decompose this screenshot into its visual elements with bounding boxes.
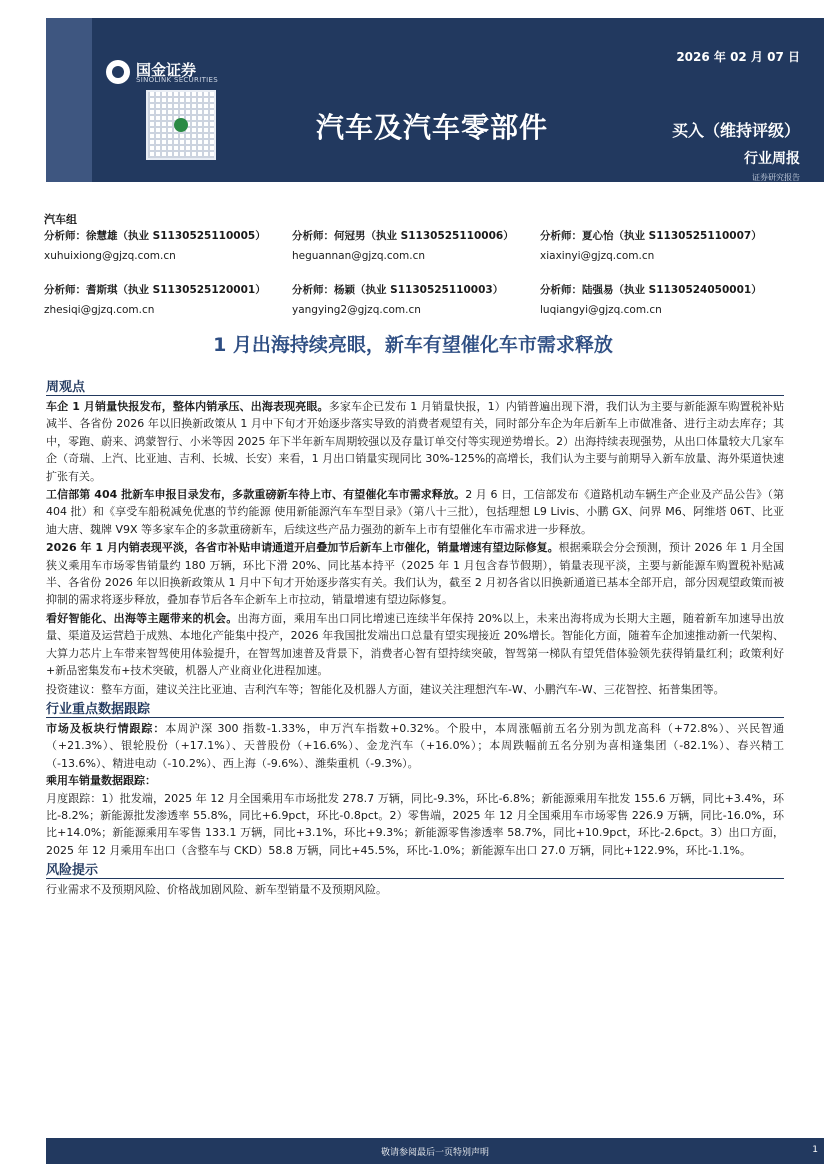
analyst-name: 分析师：杨颖（执业 S1130525110003）	[292, 284, 504, 296]
analyst-email: heguannan@gjzq.com.cn	[292, 250, 426, 262]
weekly-paragraph	[46, 398, 784, 485]
rating-badge: 买入（维持评级）	[671, 121, 800, 140]
report-date: 2026 年 02 月 07 日	[676, 50, 800, 64]
qr-code-icon	[146, 90, 216, 160]
paragraph-lead: 2026 年 1 月内销表现平淡，各省市补贴申请通道开启叠加节后新车上市催化，销量增速有望边际修复。	[46, 541, 559, 555]
paragraph-body: 本周沪深 300 指数-1.33%，申万汽车指数+0.32%。个股中，本周涨幅前五名分别为凯龙高科（+72.8%）、兴民智通（+21.3%）、银轮股份（+17.1%）、天普股份（+16.6%）、金龙汽车（+16.0%）；本周跌幅前五名分别为喜相逢集团（-82.1%）、春兴精工（-13.6%）、精进电动（-10.2%）、西上海（-9.6%）、潍柴重机（-9.3%）。	[46, 721, 784, 770]
page-number: 1	[812, 1145, 818, 1155]
analyst-name: 分析师：耆斯琪（执业 S1130525120001）	[44, 284, 266, 296]
tracking-subheading	[46, 772, 784, 789]
report-main-title: 1 月出海持续亮眼，新车有望催化车市需求释放	[213, 334, 613, 356]
risk-paragraph: 行业需求不及预期风险、价格战加剧风险、新车型销量不及预期风险。	[46, 883, 387, 897]
footer-disclaimer: 敬请参阅最后一页特别声明	[380, 1148, 489, 1158]
analyst-list	[44, 227, 804, 321]
report-subtype: 证券研究报告	[752, 173, 800, 182]
paragraph-lead: 看好智能化、出海等主题带来的机会。	[46, 611, 238, 625]
weekly-paragraph	[46, 610, 784, 680]
section-heading-tracking: 行业重点数据跟踪	[46, 698, 784, 718]
paragraph-body: 根据乘联会分会预测，预计 2026 年 1 月全国狭义乘用车市场零售销量约 180 万辆，环比下滑 20%、同比基本持平（2025 年 1 月包含春节假期），销量表现平淡，主要与新能源车购置税补贴减半、各省份 2026 年以旧换新政策从 1 月中下旬才开始逐步落实有关。我们认为，截至 2 月初各省以旧换新通道已基本全部开启，部分因观望政策而被抑制的需求将逐步释放，叠加春节后各车企新车上市拉动，销量增速有望边际修复。	[46, 541, 784, 607]
qr-center-icon	[174, 118, 188, 132]
analyst-email: luqiangyi@gjzq.com.cn	[540, 304, 662, 316]
analyst-email: xuhuixiong@gjzq.com.cn	[44, 250, 176, 262]
report-type: 行业周报	[744, 151, 800, 167]
team-label: 汽车组	[44, 213, 77, 226]
analyst-name: 分析师：何冠男（执业 S1130525110006）	[292, 230, 514, 242]
analyst-name: 分析师：夏心怡（执业 S1130525110007）	[540, 230, 762, 242]
footer-bar	[46, 1138, 824, 1164]
tracking-paragraph: 月度跟踪：1）批发端，2025 年 12 月全国乘用车市场批发 278.7 万辆，同比-9.3%，环比-6.8%；新能源乘用车批发 155.6 万辆，同比+3.4%，环比-8.2%；新能源批发渗透率 55.8%，同比+6.9pct，环比-0.8pct。2）零售端，2025 年 12 月全国乘用车市场零售 226.9 万辆，同比-16.0%，环比+14.0%；新能源乘用车零售 133.1 万辆，同比+3.1%，环比+9.3%；新能源零售渗透率 58.7%，同比+10.9pct，环比-2.6pct。3）出口方面，2025 年 12 月乘用车出口（含整车与 CKD）58.8 万辆，同比+45.5%，环比-1.0%；新能源车出口 27.0 万辆，同比+122.9%，环比-1.1%。	[46, 791, 784, 857]
weekly-paragraph	[46, 486, 784, 538]
paragraph-body: 出海方面，乘用车出口同比增速已连续半年保持 20%以上，未来出海将成为长期大主题，随着新车加速导出放量、渠道及运营趋于成熟、本地化产能集中投产，2026 年我国批发端出口总量有望实现接近 20%增长。智能化方面，随着车企加速推动新一代架构、大算力芯片上车带来智驾使用体验提升，在智驾加速普及背景下，消费者心智有望持续突破，智驾第一梯队有望凭借体验领先获得销量红利；政策利好+新品密集发布+技术突破，机器人产业商业化进程加速。	[46, 611, 784, 678]
header-stripe	[46, 18, 92, 182]
paragraph-lead: 车企 1 月销量快报发布，整体内销承压、出海表现亮眼。	[46, 400, 329, 413]
analyst-email: zhesiqi@gjzq.com.cn	[44, 304, 155, 316]
report-body	[46, 376, 784, 899]
sector-title: 汽车及汽车零部件	[316, 111, 549, 144]
paragraph-lead: 乘用车销量数据跟踪：	[46, 774, 156, 788]
investment-advice: 投资建议：整车方面，建议关注比亚迪、吉利汽车等；智能化及机器人方面，建议关注理想汽车-W、小鹏汽车-W、三花智控、拓普集团等。	[46, 682, 725, 696]
paragraph-lead: 市场及板块行情跟踪：	[46, 721, 166, 735]
paragraph-body: 多家车企已发布 1 月销量快报，1）内销普遍出现下滑，我们认为主要与新能源车购置税补贴减半、各省份 2026 年以旧换新政策从 1 月中下旬才开始逐步落实导致的消费者观望有关，同时部分车企为年后新车上市做准备、进行主动去库存；其中，零跑、蔚来、鸿蒙智行、小米等因 2025 年下半年新车周期较强以及存量订单交付等实现逆势增长。2）出海持续表现强势，从出口体量较大几家车企（奇瑞、上汽、比亚迪、吉利、长城、长安）来看，1 月出口销量实现同比 30%-125%的高增长，我们认为主要与前期导入新车放量、海外渠道快速扩张有关。	[46, 400, 784, 483]
weekly-paragraph	[46, 539, 784, 609]
company-logo	[106, 60, 226, 86]
logo-mark-icon	[106, 60, 130, 84]
logo-cn-text: 国金证券	[136, 61, 197, 79]
analyst-email: yangying2@gjzq.com.cn	[292, 304, 421, 316]
analyst-name: 分析师：徐慧雄（执业 S1130525110005）	[44, 230, 266, 242]
section-heading-weekly: 周观点	[46, 376, 784, 396]
paragraph-body: 2 月 6 日，工信部发布《道路机动车辆生产企业及产品公告》（第 404 批）和《享受车船税减免优惠的节约能源 使用新能源汽车车型目录》（第八十三批），包括理想 L9 Livis、小鹏 GX、问界 M6、阿维塔 06T、比亚迪大唐、魏牌 V9X 等多家车企的多款重磅新车，后续这些产品力强劲的新车上市有望催化车市需求进一步释放。	[46, 488, 784, 536]
report-header	[46, 18, 824, 182]
analyst-email: xiaxinyi@gjzq.com.cn	[540, 250, 655, 262]
paragraph-lead: 工信部第 404 批新车申报目录发布，多款重磅新车待上市、有望催化车市需求释放。	[46, 488, 466, 502]
tracking-paragraph	[46, 720, 784, 772]
analyst-name: 分析师：陆强易（执业 S1130524050001）	[540, 284, 762, 296]
section-heading-risk: 风险提示	[46, 859, 784, 879]
logo-en-text: SINOLINK SECURITIES	[136, 76, 218, 84]
